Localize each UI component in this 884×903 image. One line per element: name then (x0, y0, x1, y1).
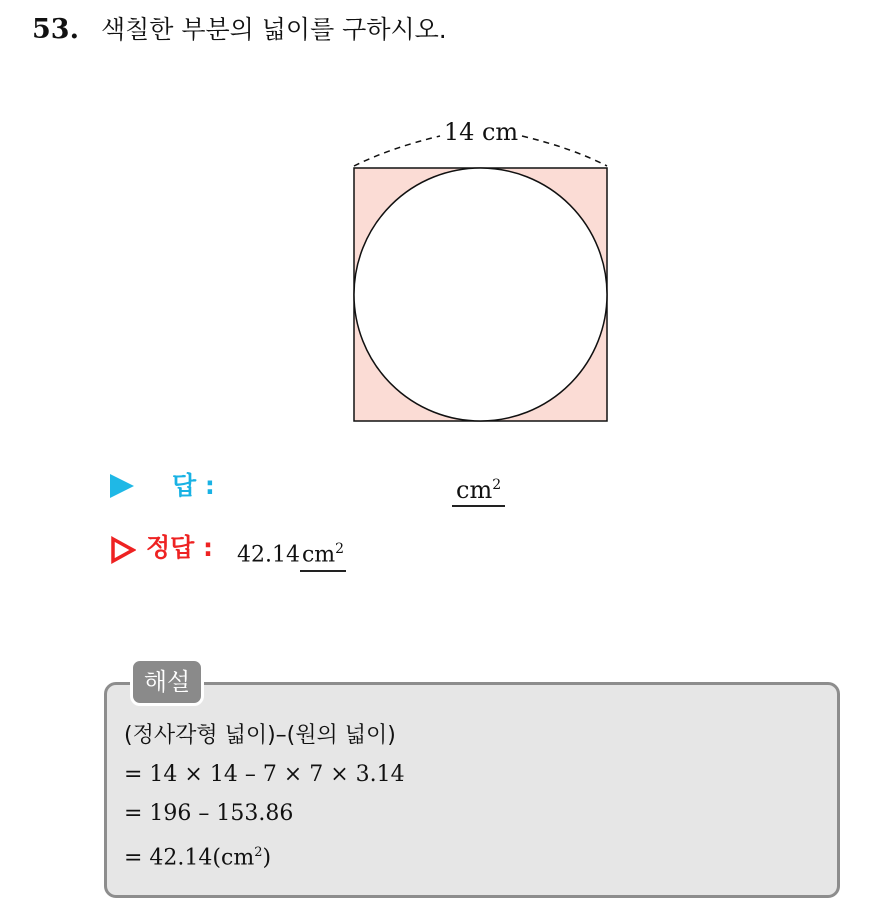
explanation-line-1: (정사각형 넓이)–(원의 넓이) (124, 723, 396, 748)
dimension-arc-left (354, 136, 440, 166)
explanation-result: = 42.14( (124, 845, 221, 871)
explanation-line-3: = 196 – 153.86 (124, 801, 294, 826)
answer-label: 답 : (172, 471, 215, 500)
correct-value (237, 534, 346, 572)
square-circle-figure (340, 110, 625, 430)
answer-unit-text: cm (456, 476, 493, 504)
explanation-unit-power: 2 (254, 845, 263, 860)
correct-unit-power: 2 (335, 541, 345, 557)
correct-number: 42.14 (237, 542, 300, 568)
answer-row (110, 468, 610, 508)
correct-unit-text: cm (301, 542, 336, 568)
question-text: 색칠한 부분의 넓이를 구하시오. (100, 15, 447, 44)
correct-label: 정답 : (146, 533, 214, 562)
correct-answer-row (110, 530, 610, 570)
explanation-tab: 해설 (130, 658, 204, 706)
explanation-close: ) (262, 845, 272, 871)
inscribed-circle (354, 168, 607, 421)
answer-unit-power: 2 (492, 477, 502, 493)
explanation-line-4 (124, 833, 405, 877)
side-length-label: 14 cm (443, 118, 519, 146)
correct-marker-icon (110, 536, 136, 564)
correct-unit (300, 534, 346, 572)
answer-marker-icon (110, 474, 134, 498)
explanation-lines (124, 716, 405, 877)
dimension-arc-right (522, 136, 607, 166)
question (32, 12, 447, 48)
explanation-line-2: = 14 × 14 – 7 × 7 × 3.14 (124, 762, 405, 787)
question-number: 53. (32, 14, 79, 45)
explanation-unit: cm (221, 845, 255, 871)
answer-unit[interactable] (452, 470, 505, 507)
